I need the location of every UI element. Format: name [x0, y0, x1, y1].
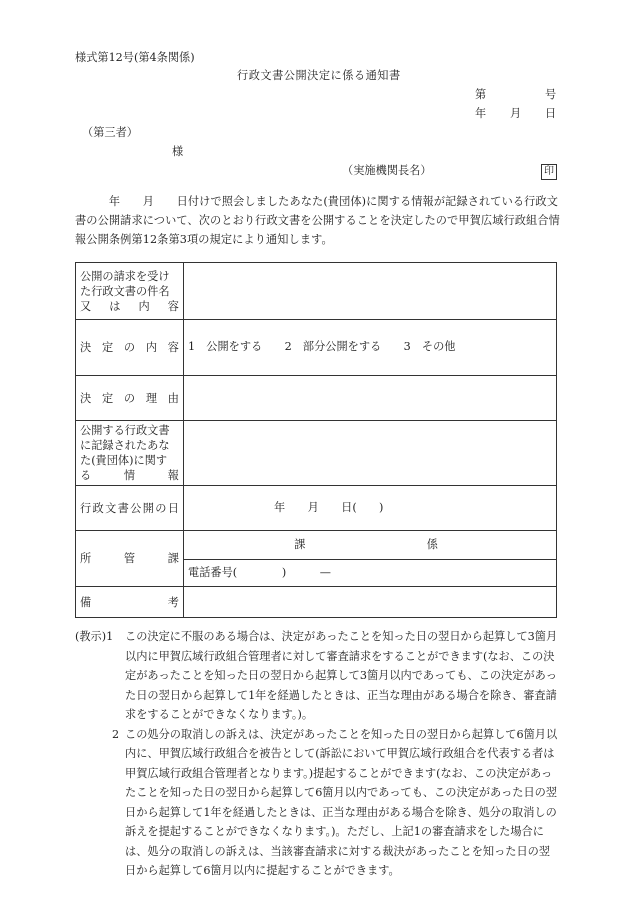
document-title: 行政文書公開決定に係る通知書 [237, 69, 401, 82]
instruction-2-number: 2 [112, 727, 120, 741]
table-row [76, 320, 557, 376]
recipient-third-party: （第三者） [82, 126, 138, 139]
date-month: 月 [510, 107, 522, 120]
instruction-1 [75, 627, 560, 725]
subject-label [76, 263, 184, 320]
instructions [75, 627, 560, 881]
subject-value[interactable] [184, 263, 557, 320]
decision-table [75, 262, 557, 618]
instruction-head: (教示)1 [75, 630, 114, 643]
number-suffix: 号 [545, 88, 557, 101]
recipient-honorific: 様 [172, 145, 184, 158]
subject-label-line: た行政文書の件名 [80, 284, 170, 298]
instruction-1-text: この決定に不服のある場合は、決定があったことを知った日の翌日から起算して3箇月以内に甲賀広域行政組合管理者に対して審査請求をすることができます(なお、この決定があったことを知った日の翌日から起算して3箇月以内であっても、この決定があった日の翌日から起算して1年を経過したときは、正当な理由がある場合を除き、審査請求をすることができなくなります。)。 [125, 630, 558, 721]
number-prefix: 第 [475, 88, 487, 101]
table-row [76, 531, 557, 560]
date-year: 年 [475, 107, 487, 120]
seal-box: 印 [541, 164, 557, 180]
department-phone[interactable]: 電話番号( ) — [184, 560, 557, 587]
disclosure-date-value[interactable]: 年 月 日( ) [184, 486, 557, 531]
department-kakari[interactable]: 係 [320, 531, 557, 560]
recorded-info-label-line: た(貴団体)に関す [80, 454, 168, 467]
decision-reason-label [76, 376, 184, 421]
date-day: 日 [545, 107, 557, 120]
table-row [76, 376, 557, 421]
recorded-info-label-line: 公開する行政文書 [80, 424, 170, 437]
recorded-info-label-line: に記録されたあな [80, 439, 170, 452]
decision-reason-label-text: 決定の理由 [80, 391, 179, 405]
table-row [76, 486, 557, 531]
department-label-text: 所管課 [80, 552, 179, 565]
decision-content-value[interactable]: 1 公開をする 2 部分公開をする 3 その他 [184, 320, 557, 376]
recorded-info-label-line: る 情 報 [80, 469, 179, 482]
seal-mark [541, 163, 557, 180]
sender-name: （実施機関長名） [342, 164, 432, 177]
form-number-label: 様式第12号(第4条関係) [75, 51, 195, 64]
decision-content-label [76, 320, 184, 376]
department-ka[interactable]: 課 [184, 531, 320, 560]
disclosure-date-label-text: 行政文書公開の日 [80, 501, 179, 515]
recorded-info-value[interactable] [184, 421, 557, 486]
subject-label-line: 公開の請求を受け [80, 269, 170, 283]
disclosure-date-label [76, 486, 184, 531]
remarks-label-text: 備考 [80, 595, 179, 609]
remarks-label [76, 587, 184, 618]
decision-content-label-text: 決定の内容 [80, 341, 179, 354]
department-label [76, 531, 184, 587]
table-row [76, 263, 557, 320]
recorded-info-label [76, 421, 184, 486]
table-row [76, 421, 557, 486]
table-row [76, 587, 557, 618]
decision-reason-value[interactable] [184, 376, 557, 421]
intro-paragraph: 年 月 日付けで照会しましたあなた(貴団体)に関する情報が記録されている行政文書の公開請求について、次のとおり行政文書を公開することを決定したので甲賀広域行政組合情報公開条例第12条第3項の規定により通知します。 [75, 195, 560, 246]
instruction-2-text: この処分の取消しの訴えは、決定があったことを知った日の翌日から起算して6箇月以内に、甲賀広域行政組合を被告として(訴訟において甲賀広域行政組合を代表する者は甲賀広域行政組合管理者となります。)提起することができます(なお、この決定があったことを知った日の翌日から起算して6箇月以内であっても、この決定があった日の翌日から起算して1年を経過したときは、正当な理由がある場合を除き、処分の取消しの訴えを提起することができなくなります。)。ただし、上記1の審査請求をした場合には、処分の取消しの訴えは、当該審査請求に対する裁決があったことを知った日の翌日から起算して6箇月以内に提起することができます。 [125, 727, 558, 877]
subject-label-line: 又 は 内 容 [80, 299, 179, 313]
remarks-value[interactable] [184, 587, 557, 618]
instruction-2 [75, 725, 560, 881]
